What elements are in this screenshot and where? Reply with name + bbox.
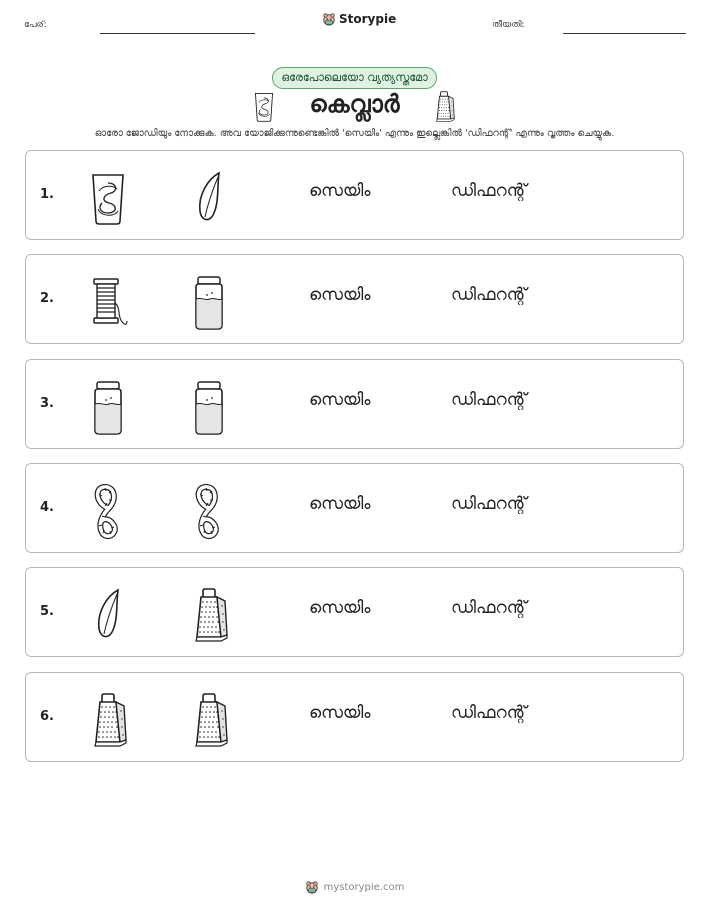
- grater-icon: [188, 691, 230, 749]
- question-row: [25, 567, 684, 657]
- worksheet-header: [0, 0, 709, 40]
- option-different[interactable]: ഡിഫറന്റ്: [451, 181, 527, 201]
- option-different[interactable]: ഡിഫറന്റ്: [451, 389, 527, 410]
- question-row: [25, 254, 684, 344]
- rope-icon: [87, 482, 129, 540]
- option-different[interactable]: ഡിഫറന്റ്: [451, 598, 527, 619]
- brand-name: Storypie: [339, 12, 397, 26]
- title-badge-wrap: [0, 66, 709, 89]
- rope-icon: [188, 482, 230, 540]
- name-line[interactable]: [100, 33, 255, 34]
- leaf-icon: [87, 586, 129, 644]
- leaf-icon: [188, 169, 230, 227]
- option-same[interactable]: സെയിം: [309, 285, 371, 306]
- option-same[interactable]: സെയിം: [309, 493, 371, 514]
- option-same[interactable]: സെയിം: [309, 389, 371, 410]
- brand-logo: [322, 12, 396, 26]
- title-row: [0, 90, 709, 124]
- question-row: [25, 463, 684, 553]
- glass-icon: [87, 169, 129, 227]
- mascot-icon: [322, 12, 336, 26]
- question-number: 2.: [40, 291, 54, 307]
- question-row: [25, 672, 684, 762]
- question-number: 4.: [40, 499, 54, 515]
- title-badge: ഒരേപോലെയോ വ്യത്യസ്തമോ: [272, 67, 436, 89]
- mascot-icon: [305, 880, 319, 894]
- option-different[interactable]: ഡിഫറന്റ്: [451, 493, 527, 514]
- instruction-text: ഓരോ ജോഡിയും നോക്കുക. അവ യോജിക്കുന്നുണ്ടെങ്കിൽ 'സെയിം' എന്നും ഇല്ലെങ്കിൽ 'ഡിഫറന്റ്' എന്നും വൃത്തം ചെയ്യുക.: [94, 128, 615, 139]
- question-number: 3.: [40, 395, 54, 411]
- grater-icon: [188, 586, 230, 644]
- option-different[interactable]: ഡിഫറന്റ്: [451, 702, 527, 723]
- date-label: തീയതി:: [492, 20, 525, 30]
- thread-spool-icon: [87, 273, 129, 331]
- question-number: 1.: [40, 187, 54, 202]
- date-line[interactable]: [563, 33, 686, 34]
- page-title: കെവ്ലാർ: [309, 90, 400, 118]
- jar-icon: [188, 378, 230, 436]
- footer-url: mystorypie.com: [323, 881, 405, 893]
- option-same[interactable]: സെയിം: [309, 181, 371, 201]
- question-number: 5.: [40, 604, 54, 620]
- grater-icon: [87, 691, 129, 749]
- option-same[interactable]: സെയിം: [309, 598, 371, 619]
- option-same[interactable]: സെയിം: [309, 702, 371, 723]
- question-number: 6.: [40, 708, 54, 724]
- grater-icon: [432, 90, 456, 123]
- option-different[interactable]: ഡിഫറന്റ്: [451, 285, 527, 306]
- question-row: [25, 359, 684, 449]
- footer: [0, 880, 709, 894]
- question-row: [25, 150, 684, 240]
- jar-icon: [188, 273, 230, 331]
- name-label: പേര്:: [24, 20, 47, 30]
- jar-icon: [87, 378, 129, 436]
